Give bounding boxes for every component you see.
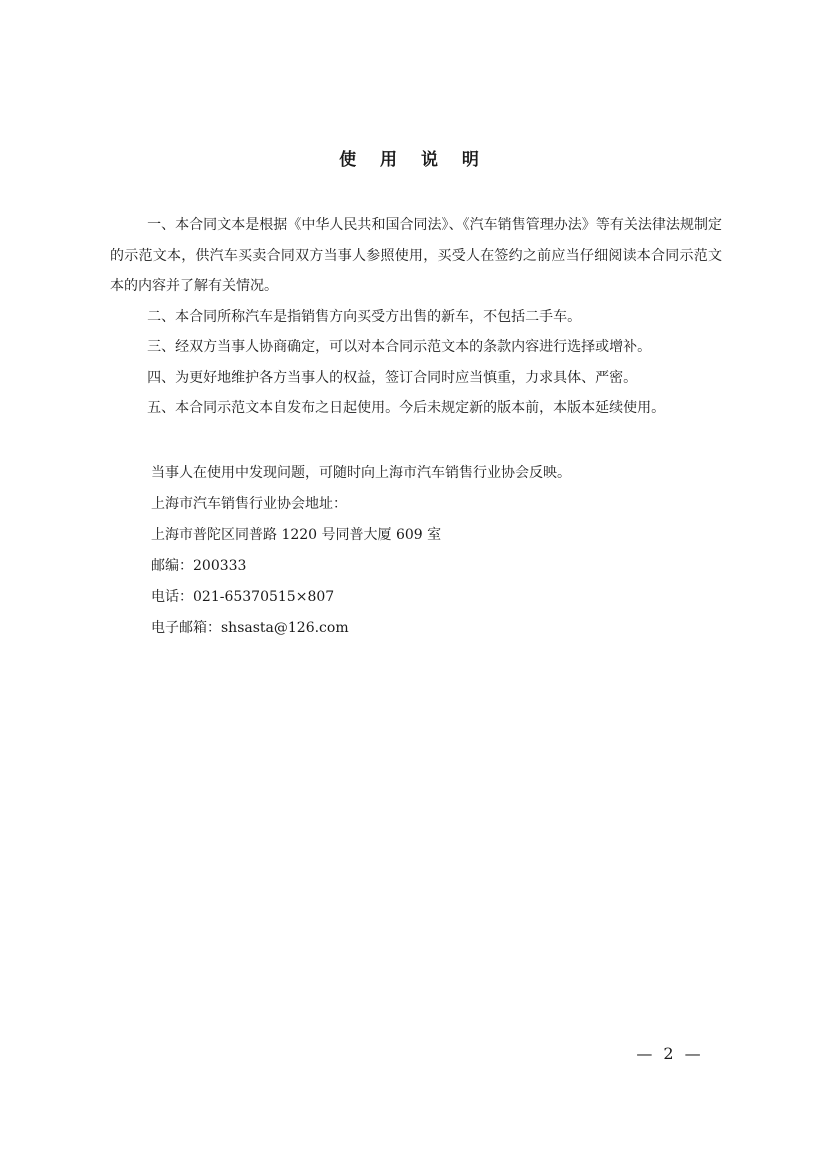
phone-number: 电话：021-65370515×807 [151, 589, 335, 605]
instruction-paragraph-4: 四、为更好地维护各方当事人的权益，签订合同时应当慎重，力求具体、严密。 [147, 369, 638, 386]
contact-block [151, 458, 711, 644]
email-address: 电子邮箱：shsasta@126.com [151, 620, 349, 636]
association-address-label: 上海市汽车销售行业协会地址： [151, 496, 347, 512]
page-number: — 2 — [636, 1044, 704, 1063]
postcode: 邮编：200333 [151, 558, 247, 574]
instruction-paragraph-1: 一、本合同文本是根据《中华人民共和国合同法》、《汽车销售管理办法》等有关法律法规制定的示范文本，供汽车买卖合同双方当事人参照使用，买受人在签约之前应当仔细阅读本合同示范文本的内容并了解有关情况。 [110, 217, 722, 294]
instructions-body [110, 210, 722, 424]
instruction-paragraph-2: 二、本合同所称汽车是指销售方向买受方出售的新车，不包括二手车。 [147, 308, 582, 325]
association-address: 上海市普陀区同普路 1220 号同普大厦 609 室 [151, 527, 442, 543]
instruction-paragraph-3: 三、经双方当事人协商确定，可以对本合同示范文本的条款内容进行选择或增补。 [147, 339, 652, 355]
page-title: 使 用 说 明 [339, 150, 488, 170]
feedback-note: 当事人在使用中发现问题，可随时向上海市汽车销售行业协会反映。 [151, 465, 571, 481]
instruction-paragraph-5: 五、本合同示范文本自发布之日起使用。今后未规定新的版本前，本版本延续使用。 [147, 400, 666, 416]
